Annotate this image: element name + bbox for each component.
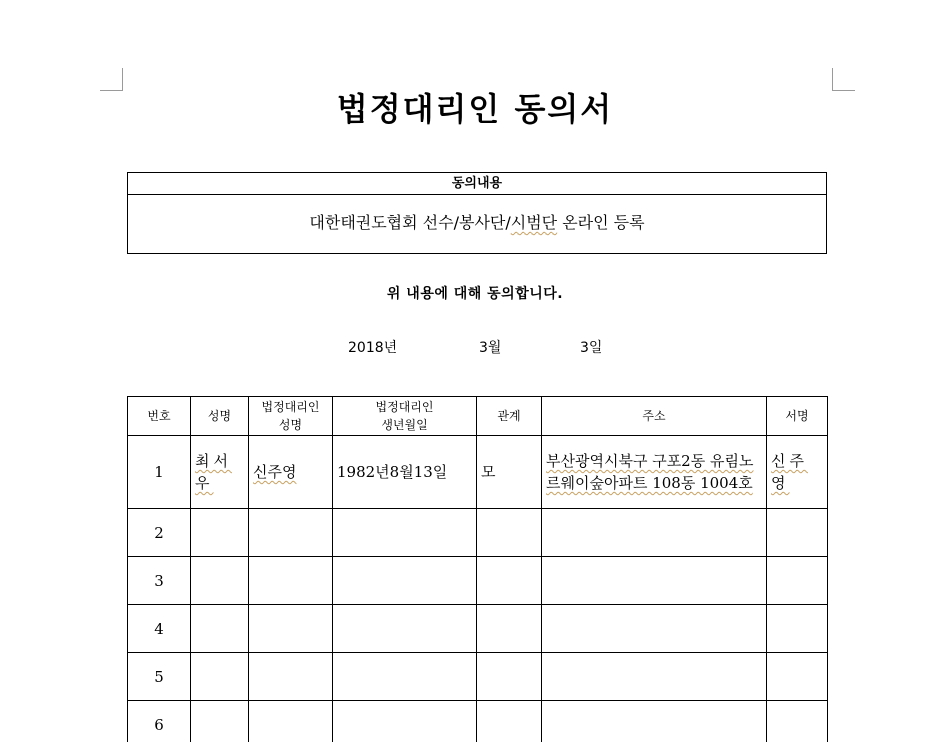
cell-guardian-birth: 1982년8월13일 bbox=[333, 436, 477, 509]
date-month: 3월 bbox=[479, 340, 502, 356]
cell-address[interactable] bbox=[542, 653, 767, 701]
cell-signature[interactable] bbox=[767, 557, 828, 605]
cell-relation[interactable] bbox=[477, 653, 542, 701]
cell-guardian-birth[interactable] bbox=[333, 701, 477, 742]
guardian-table bbox=[127, 396, 828, 742]
cell-guardian-birth[interactable] bbox=[333, 557, 477, 605]
consent-body-prefix: 대한태권도협회 선수/봉사단/ bbox=[309, 213, 511, 232]
cell-guardian-name[interactable] bbox=[249, 509, 333, 557]
table-row bbox=[128, 557, 828, 605]
cell-name bbox=[191, 436, 249, 509]
cell-number: 1 bbox=[128, 436, 191, 509]
cell-address bbox=[542, 436, 767, 509]
cell-signature-text: 신주영 bbox=[771, 452, 808, 492]
cell-guardian-birth[interactable] bbox=[333, 509, 477, 557]
consent-body-squiggle: 시범단 bbox=[510, 213, 558, 232]
header-guardian-birth-line2: 생년월일 bbox=[381, 418, 428, 432]
cell-address[interactable] bbox=[542, 509, 767, 557]
cell-guardian-name[interactable] bbox=[249, 653, 333, 701]
header-guardian-name-line1: 법정대리인 bbox=[261, 400, 320, 414]
cell-signature[interactable] bbox=[767, 701, 828, 742]
cell-address[interactable] bbox=[542, 701, 767, 742]
cell-signature[interactable] bbox=[767, 605, 828, 653]
cell-name[interactable] bbox=[191, 605, 249, 653]
table-row bbox=[128, 701, 828, 742]
cell-number: 3 bbox=[128, 557, 191, 605]
cell-relation[interactable] bbox=[477, 557, 542, 605]
cell-number: 6 bbox=[128, 701, 191, 742]
cell-signature[interactable] bbox=[767, 653, 828, 701]
header-name: 성명 bbox=[191, 397, 249, 436]
cell-number: 2 bbox=[128, 509, 191, 557]
cell-address[interactable] bbox=[542, 605, 767, 653]
cell-number: 4 bbox=[128, 605, 191, 653]
cell-name[interactable] bbox=[191, 557, 249, 605]
header-guardian-name-line2: 성명 bbox=[278, 418, 303, 432]
cell-guardian-name[interactable] bbox=[249, 557, 333, 605]
cell-guardian-name[interactable] bbox=[249, 605, 333, 653]
header-guardian-name bbox=[249, 397, 333, 436]
cell-name-text: 최서우 bbox=[195, 452, 232, 492]
cell-name[interactable] bbox=[191, 509, 249, 557]
consent-header: 동의내용 bbox=[128, 173, 826, 195]
cell-address-text: 부산광역시북구 구포2동 유림노르웨이숲아파트 108동 1004호 bbox=[546, 452, 754, 492]
header-signature: 서명 bbox=[767, 397, 828, 436]
header-relation: 관계 bbox=[477, 397, 542, 436]
cell-relation[interactable] bbox=[477, 605, 542, 653]
table-header-row bbox=[128, 397, 828, 436]
cell-relation: 모 bbox=[477, 436, 542, 509]
document-title: 법정대리인 동의서 bbox=[336, 90, 614, 128]
cell-signature[interactable] bbox=[767, 509, 828, 557]
cell-guardian-birth[interactable] bbox=[333, 653, 477, 701]
consent-body-suffix: 온라인 등록 bbox=[557, 213, 645, 232]
cell-signature bbox=[767, 436, 828, 509]
cell-guardian-name[interactable] bbox=[249, 701, 333, 742]
cell-guardian-name-text: 신주영 bbox=[253, 463, 297, 481]
header-address: 주소 bbox=[542, 397, 767, 436]
date-year: 2018년 bbox=[348, 340, 398, 356]
consent-box bbox=[127, 172, 827, 254]
cell-number: 5 bbox=[128, 653, 191, 701]
header-guardian-birth-line1: 법정대리인 bbox=[375, 400, 434, 414]
cell-relation[interactable] bbox=[477, 509, 542, 557]
agreement-statement: 위 내용에 대해 동의합니다. bbox=[386, 286, 564, 302]
table-row bbox=[128, 436, 828, 509]
cell-relation[interactable] bbox=[477, 701, 542, 742]
cell-name[interactable] bbox=[191, 701, 249, 742]
cell-name[interactable] bbox=[191, 653, 249, 701]
header-number: 번호 bbox=[128, 397, 191, 436]
cell-address[interactable] bbox=[542, 557, 767, 605]
table-row bbox=[128, 653, 828, 701]
table-row bbox=[128, 509, 828, 557]
cell-guardian-birth[interactable] bbox=[333, 605, 477, 653]
date-day: 3일 bbox=[580, 340, 603, 356]
table-row bbox=[128, 605, 828, 653]
header-guardian-birth bbox=[333, 397, 477, 436]
cell-guardian-name bbox=[249, 436, 333, 509]
consent-body bbox=[128, 195, 826, 251]
